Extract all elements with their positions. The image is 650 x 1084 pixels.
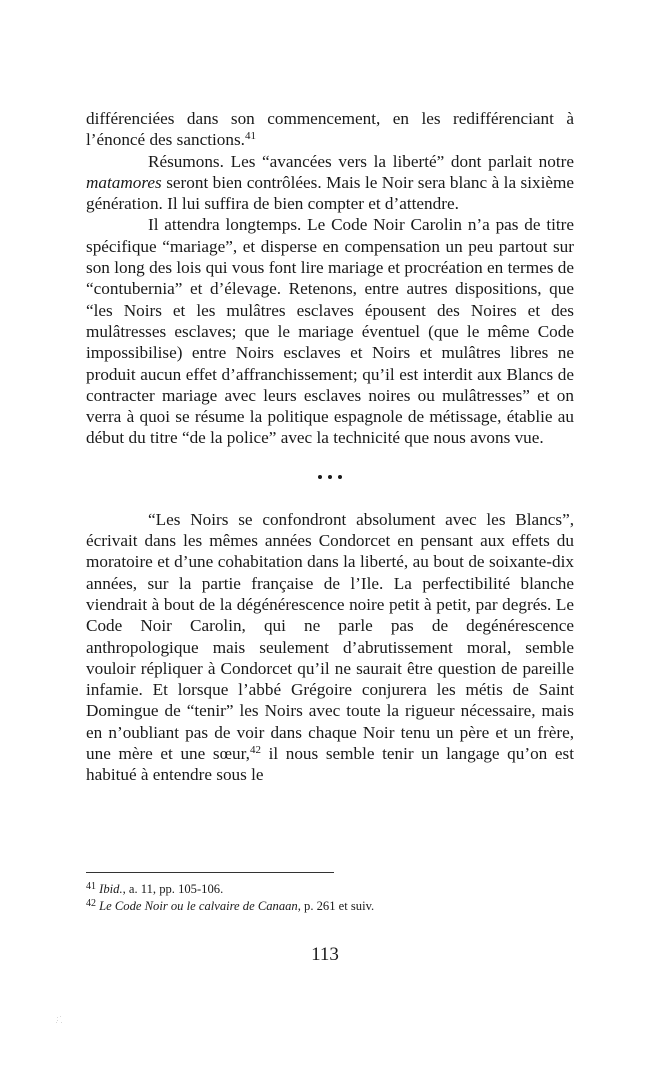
separator-dot [318,475,322,479]
page-body [86,108,574,786]
separator-dot [338,475,342,479]
paragraph-text: “Les Noirs se confondront absolument avec les Blancs”, écrivait dans les mêmes années Condorcet en pensant aux effets du moratoire et d’une cohabitation dans la liberté, au bout de soixante-dix années, sur la partie française de l’Ile. La perfectibilité blanche viendrait à bout de la dégénérescence noire petit à petit, par degrés. Le Code Noir Carolin, qui ne parle pas de degénérescence anthropologique mais seulement d’abrutissement moral, semble vouloir répliquer à Condorcet qu’il ne saurait être question de pareille infamie. Et lorsque l’abbé Grégoire conjurera les métis de Saint Domingue de “tenir” les Noirs avec toute la rigueur nécessaire, mais en n’oubliant pas de voir dans chaque Noir tenu un père et un frère, une mère et une sœur, [86,509,574,764]
footnote-41 [86,881,574,898]
footnotes [86,881,574,915]
footnote-number: 41 [86,881,96,892]
paragraph-text: différenciées dans son commencement, en les redifférenciant à l’énoncé des sanctions. [86,109,574,150]
footnote-text: , p. 261 et suiv. [297,899,375,913]
footnote-italic: Le Code Noir ou le calvaire de Canaan [99,899,298,913]
paragraph-4 [86,509,574,786]
page-number: 113 [311,944,339,965]
section-separator [86,471,574,481]
paragraph-text: Résumons. Les “avancées vers la liberté” dont parlait notre [148,151,574,171]
paragraph-2 [86,151,574,215]
paragraph-3: Il attendra longtemps. Le Code Noir Carolin n’a pas de titre spécifique “mariage”, et disperse en compensation un peu partout sur son long des lois qui vous font lire mariage et procréation en termes de “contubernia” et d’élevage. Retenons, entre autres dispositions, que “les Noirs et les mulâtres esclaves épousent des Noires et des mulâtresses esclaves; que le mariage éventuel (que le même Code impossibilise) entre Noirs esclaves et Noirs et mulâtres libres ne produit aucun effet d’affranchissement; qu’il est interdit aux Blancs de contracter mariage avec leurs esclaves noires ou mulâtresses” et on verra à quoi se résume la politique espagnole de métissage, établie au début du titre “de la police” avec la technicité que nous avons vue. [86,215,574,448]
footnote-ref-41[interactable]: 41 [244,130,256,143]
footnote-number: 42 [86,898,96,909]
paragraph-1 [86,108,574,151]
paragraph-text: il nous semble tenir un langage qu’on est habitué à entendre sous le [86,744,574,785]
paragraph-text: seront bien contrôlées. Mais le Noir sera blanc à la sixième génération. Il lui suffira de bien compter et d’attendre. [86,172,574,214]
footnote-divider [86,872,334,873]
scan-artifact [56,1016,64,1024]
footnote-42 [86,898,574,915]
italic-term: matamores [86,172,162,192]
separator-dot [328,475,332,479]
footnote-ref-42[interactable]: 42 [249,744,261,757]
footnote-text: , a. 11, pp. 105-106. [122,882,224,896]
footnote-italic: Ibid. [99,882,123,896]
